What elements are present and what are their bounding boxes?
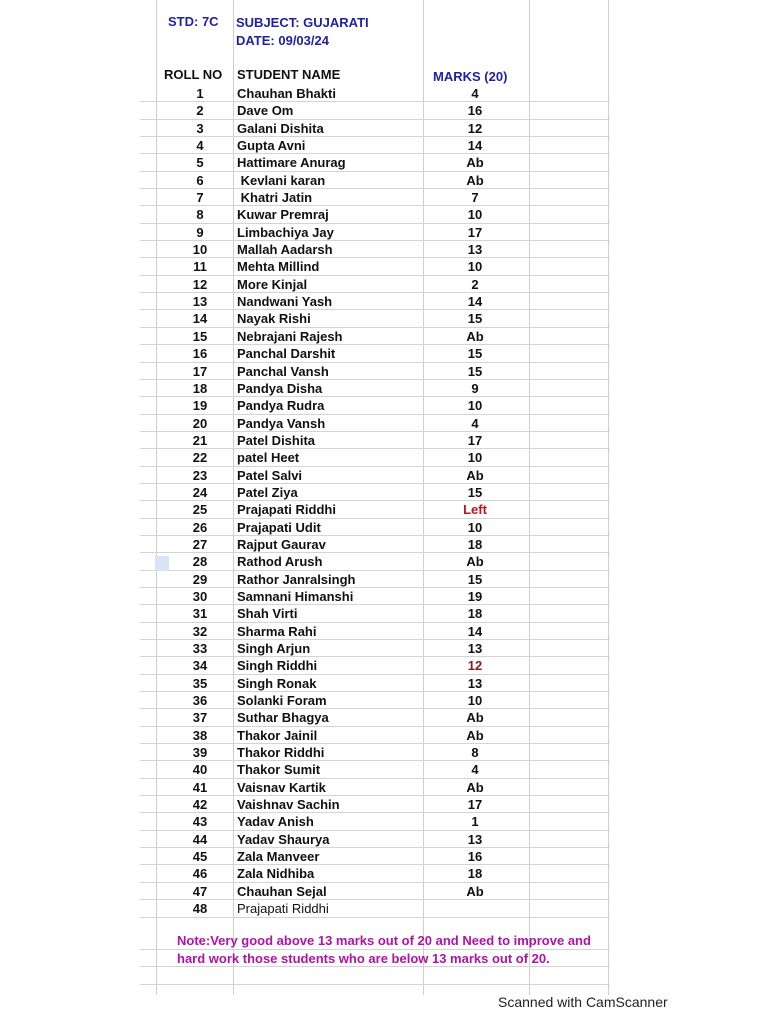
student-name: Gupta Avni	[237, 138, 306, 154]
roll-number: 5	[196, 155, 204, 171]
marks-value: Ab	[466, 779, 484, 795]
marks-value: 1	[471, 814, 479, 830]
marks-value: 13	[467, 242, 483, 258]
selected-cell-marker	[155, 556, 169, 571]
roll-no-header: ROLL NO	[164, 67, 223, 82]
marks-value: 12	[467, 120, 483, 136]
table-row	[140, 258, 610, 275]
student-name: Prajapati Udit	[237, 519, 321, 535]
table-row	[140, 536, 610, 553]
roll-number: 4	[196, 138, 204, 154]
table-row	[140, 900, 610, 917]
marks-value: 13	[467, 641, 483, 656]
roll-number: 24	[192, 484, 208, 500]
roll-number: 38	[192, 727, 208, 743]
student-name: Yadav Shaurya	[237, 831, 330, 847]
marks-value: 10	[467, 259, 483, 275]
student-name: Rajput Gaurav	[237, 536, 326, 552]
student-name: Yadav Anish	[237, 814, 314, 830]
roll-number: 18	[192, 380, 208, 396]
student-name: Kevlani karan	[237, 172, 326, 188]
table-row	[140, 588, 610, 605]
roll-number: 15	[192, 328, 208, 344]
student-table	[140, 85, 610, 918]
student-name: Suthar Bhagya	[237, 710, 329, 726]
table-row	[140, 519, 610, 536]
table-row	[140, 380, 610, 397]
roll-number: 7	[196, 190, 204, 206]
student-name: Pandya Rudra	[237, 398, 325, 414]
marks-value: 8	[471, 745, 479, 761]
roll-number: 13	[192, 294, 208, 310]
table-row	[140, 692, 610, 709]
marks-value: 10	[467, 519, 483, 535]
student-name: Khatri Jatin	[237, 190, 313, 206]
marks-value: Left	[463, 502, 487, 518]
roll-number: 29	[192, 571, 208, 587]
marks-value: 13	[467, 675, 483, 691]
marks-value: 17	[467, 432, 483, 448]
marks-value: Ab	[466, 155, 484, 171]
table-row	[140, 727, 610, 744]
table-row	[140, 189, 610, 206]
marks-value: 16	[467, 849, 483, 865]
roll-number: 17	[192, 363, 208, 379]
student-name: More Kinjal	[237, 276, 308, 292]
roll-number: 32	[192, 623, 208, 639]
roll-number: 42	[192, 797, 208, 813]
roll-number: 41	[192, 779, 208, 795]
student-name: Nayak Rishi	[237, 311, 311, 327]
marks-value: 9	[471, 380, 479, 396]
table-row	[140, 241, 610, 258]
table-row	[140, 571, 610, 588]
table-row	[140, 449, 610, 466]
student-name: Patel Dishita	[237, 432, 316, 448]
student-name: Solanki Foram	[237, 693, 327, 709]
table-row	[140, 675, 610, 692]
roll-number: 11	[193, 259, 207, 275]
roll-number: 33	[192, 641, 208, 656]
table-row	[140, 310, 610, 327]
table-row	[140, 605, 610, 622]
table-row	[140, 206, 610, 223]
marks-value: Ab	[466, 883, 484, 899]
marks-value: 14	[467, 294, 483, 310]
marks-value: 2	[471, 276, 479, 292]
student-name: patel Heet	[237, 450, 300, 466]
student-name: Nandwani Yash	[237, 294, 333, 310]
student-name: Vaisnav Kartik	[237, 779, 326, 795]
subject-label: SUBJECT: GUJARATI	[236, 15, 369, 30]
table-row	[140, 796, 610, 813]
roll-number: 39	[192, 745, 208, 761]
student-name: Rathor Janralsingh	[237, 571, 356, 587]
marks-value: Ab	[466, 554, 484, 570]
student-name: Mallah Aadarsh	[237, 242, 333, 258]
camscanner-watermark: Scanned with CamScanner	[498, 994, 668, 1010]
student-name: Prajapati Riddhi	[237, 901, 329, 917]
roll-number: 3	[196, 120, 204, 136]
table-row	[140, 501, 610, 518]
marks-value: 18	[467, 536, 483, 552]
student-name: Dave Om	[237, 103, 294, 119]
roll-number: 30	[192, 588, 208, 604]
table-row	[140, 848, 610, 865]
roll-number: 34	[192, 658, 208, 674]
marks-value: 18	[467, 606, 483, 622]
roll-number: 27	[192, 536, 208, 552]
marks-value: 17	[467, 797, 483, 813]
roll-number: 10	[192, 242, 208, 258]
table-row	[140, 484, 610, 501]
roll-number: 2	[196, 103, 204, 119]
table-row	[140, 623, 610, 640]
roll-number: 44	[192, 831, 208, 847]
student-name: Singh Ronak	[237, 675, 317, 691]
student-name: Galani Dishita	[237, 120, 324, 136]
marks-value: 10	[467, 693, 483, 709]
student-name: Singh Riddhi	[237, 658, 318, 674]
roll-number: 35	[192, 675, 208, 691]
marks-value: 15	[467, 484, 483, 500]
student-name: Hattimare Anurag	[237, 155, 346, 171]
marks-value: 15	[467, 346, 483, 362]
table-row	[140, 865, 610, 882]
student-name: Kuwar Premraj	[237, 207, 329, 223]
spreadsheet-scan	[140, 0, 610, 995]
table-row	[140, 553, 610, 570]
marks-value: 13	[467, 831, 483, 847]
roll-number: 19	[192, 398, 208, 414]
student-name: Thakor Sumit	[237, 762, 321, 778]
roll-number: 23	[192, 467, 208, 483]
roll-number: 8	[196, 207, 204, 223]
student-name: Prajapati Riddhi	[237, 502, 336, 518]
roll-number: 12	[192, 276, 208, 292]
marks-value: 12	[467, 658, 483, 674]
student-name: Thakor Riddhi	[237, 745, 325, 761]
roll-number: 20	[192, 415, 208, 431]
marks-value: 10	[467, 398, 483, 414]
table-row	[140, 293, 610, 310]
student-name: Panchal Darshit	[237, 346, 336, 362]
marks-value: 15	[467, 571, 483, 587]
student-name: Zala Nidhiba	[237, 866, 315, 882]
date-label: DATE: 09/03/24	[236, 33, 329, 48]
marks-value: 15	[467, 311, 483, 327]
marks-value: 10	[467, 207, 483, 223]
table-row	[140, 397, 610, 414]
table-row	[140, 813, 610, 830]
roll-number: 37	[192, 710, 208, 726]
table-row	[140, 276, 610, 293]
table-row	[140, 102, 610, 119]
student-name: Patel Salvi	[237, 467, 303, 483]
marks-value: 17	[467, 224, 483, 240]
table-row	[140, 779, 610, 796]
table-row	[140, 172, 610, 189]
student-name: Patel Ziya	[237, 484, 298, 500]
student-name: Limbachiya Jay	[237, 224, 334, 240]
table-row	[140, 432, 610, 449]
student-name: Singh Arjun	[237, 641, 311, 656]
table-row	[140, 709, 610, 726]
table-row	[140, 883, 610, 900]
note-text: Note:Very good above 13 marks out of 20 and Need to improve and hard work those students who are below 13 marks out of 20.	[177, 933, 591, 966]
roll-number: 36	[192, 693, 208, 709]
roll-number: 43	[192, 814, 208, 830]
marks-value: 4	[471, 762, 479, 778]
student-name: Shah Virti	[237, 606, 298, 622]
marks-value: 14	[467, 138, 483, 154]
table-row	[140, 345, 610, 362]
table-row	[140, 657, 610, 674]
marks-value: 19	[467, 588, 483, 604]
student-name: Chauhan Sejal	[237, 883, 327, 899]
roll-number: 46	[192, 866, 208, 882]
marks-value: 10	[467, 450, 483, 466]
marks-value: Ab	[466, 328, 484, 344]
table-row	[140, 137, 610, 154]
std-label: STD: 7C	[168, 14, 219, 29]
marks-value: Ab	[466, 710, 484, 726]
marks-value: 15	[467, 363, 483, 379]
table-row	[140, 831, 610, 848]
student-name: Sharma Rahi	[237, 623, 317, 639]
student-name: Mehta Millind	[237, 259, 320, 275]
roll-number: 16	[192, 346, 208, 362]
roll-number: 25	[192, 502, 208, 518]
roll-number: 47	[192, 883, 208, 899]
table-row	[140, 363, 610, 380]
student-name: Thakor Jainil	[237, 727, 318, 743]
student-name: Samnani Himanshi	[237, 588, 354, 604]
marks-value: Ab	[466, 727, 484, 743]
table-row	[140, 761, 610, 778]
table-row	[140, 224, 610, 241]
roll-number: 9	[196, 224, 204, 240]
roll-number: 48	[192, 901, 208, 917]
student-name: Rathod Arush	[237, 554, 323, 570]
student-name-header: STUDENT NAME	[237, 67, 341, 82]
marks-value: 18	[467, 866, 483, 882]
table-row	[140, 328, 610, 345]
roll-number: 21	[192, 432, 208, 448]
marks-header: MARKS (20)	[433, 69, 508, 84]
marks-value: Ab	[466, 172, 484, 188]
table-row	[140, 640, 610, 657]
marks-value: 16	[467, 103, 483, 119]
table-row	[140, 467, 610, 484]
roll-number: 1	[196, 86, 204, 101]
student-name: Chauhan Bhakti	[237, 86, 336, 101]
student-name: Pandya Vansh	[237, 415, 326, 431]
roll-number: 40	[192, 762, 208, 778]
marks-value: 4	[471, 415, 479, 431]
student-name: Zala Manveer	[237, 849, 320, 865]
roll-number: 22	[192, 450, 208, 466]
student-name: Panchal Vansh	[237, 363, 329, 379]
table-row	[140, 85, 610, 102]
roll-number: 26	[192, 519, 208, 535]
marks-value: 4	[471, 86, 479, 101]
roll-number: 6	[196, 172, 204, 188]
table-row	[140, 415, 610, 432]
roll-number: 31	[192, 606, 208, 622]
marks-value: Ab	[466, 467, 484, 483]
student-name: Nebrajani Rajesh	[237, 328, 343, 344]
table-row	[140, 120, 610, 137]
student-name: Pandya Disha	[237, 380, 323, 396]
table-row	[140, 154, 610, 171]
roll-number: 14	[192, 311, 208, 327]
marks-value: 14	[467, 623, 483, 639]
roll-number: 28	[192, 554, 208, 570]
table-row	[140, 744, 610, 761]
marks-value: 7	[471, 190, 479, 206]
roll-number: 45	[192, 849, 208, 865]
student-name: Vaishnav Sachin	[237, 797, 340, 813]
